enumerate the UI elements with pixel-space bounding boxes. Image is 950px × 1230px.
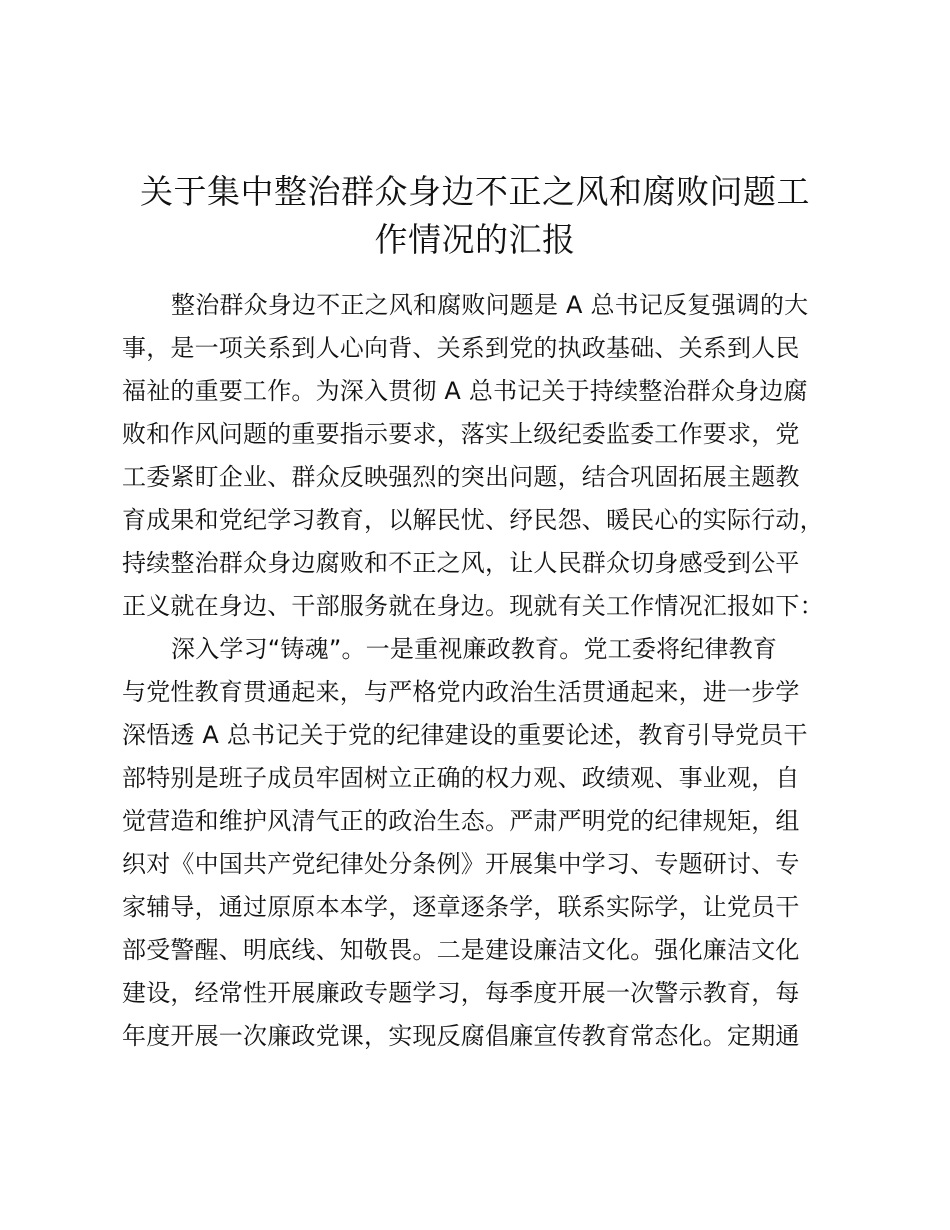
- document-body: [122, 284, 842, 1058]
- text-line: 年度开展一次廉政党课，实现反腐倡廉宣传教育常态化。定期通: [122, 1022, 800, 1050]
- text-line: 与党性教育贯通起来，与严格党内政治生活贯通起来，进一步学: [122, 678, 800, 706]
- text-line: 育成果和党纪学习教育，以解民忧、纾民怨、暖民心的实际行动，: [122, 506, 824, 534]
- text-line: 败和作风问题的重要指示要求，落实上级纪委监委工作要求，党: [122, 420, 800, 448]
- text-line: 工委紧盯企业、群众反映强烈的突出问题，结合巩固拓展主题教: [122, 463, 800, 491]
- document-title: [122, 168, 828, 264]
- paragraph-intro: [122, 284, 842, 628]
- text-line: 家辅导，通过原原本本学，逐章逐条学，联系实际学，让党员干: [122, 893, 800, 921]
- text-line: 深悟透 A 总书记关于党的纪律建设的重要论述，教育引导党员干: [122, 721, 808, 749]
- title-line: 作情况的汇报: [374, 220, 576, 259]
- text-line: 整治群众身边不正之风和腐败问题是 A 总书记反复强调的大: [171, 291, 809, 319]
- text-line: 事，是一项关系到人心向背、关系到党的执政基础、关系到人民: [122, 334, 800, 362]
- text-line: 织对《中国共产党纪律处分条例》开展集中学习、专题研讨、专: [122, 850, 800, 878]
- paragraph-study: [122, 628, 842, 1058]
- text-line: 持续整治群众身边腐败和不正之风，让人民群众切身感受到公平: [122, 549, 800, 577]
- title-line: 关于集中整治群众身边不正之风和腐败问题工: [140, 172, 810, 211]
- text-line: 正义就在身边、干部服务就在身边。现就有关工作情况汇报如下：: [122, 592, 824, 620]
- text-line: 建设，经常性开展廉政专题学习，每季度开展一次警示教育，每: [122, 979, 800, 1007]
- text-line: 部受警醒、明底线、知敬畏。二是建设廉洁文化。强化廉洁文化: [122, 936, 800, 964]
- text-line: 觉营造和维护风清气正的政治生态。严肃严明党的纪律规矩，组: [122, 807, 800, 835]
- text-line: 深入学习“铸魂”。一是重视廉政教育。党工委将纪律教育: [171, 635, 778, 663]
- text-line: 福祉的重要工作。为深入贯彻 A 总书记关于持续整治群众身边腐: [122, 377, 808, 405]
- text-line: 部特别是班子成员牢固树立正确的权力观、政绩观、事业观，自: [122, 764, 800, 792]
